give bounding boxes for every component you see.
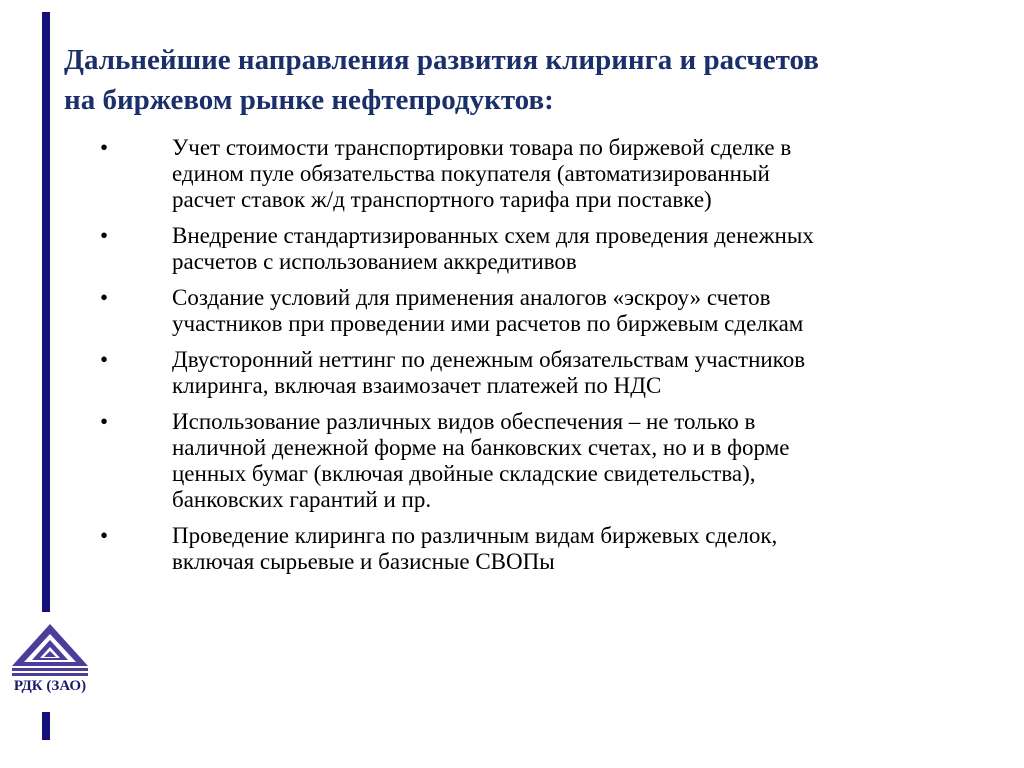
bullet-text-line: включая сырьевые и базисные СВОПы: [172, 549, 555, 574]
bullet-item: [100, 285, 1000, 337]
bullet-marker: •: [100, 347, 109, 372]
bullet-text-line: Учет стоимости транспортировки товара по биржевой сделке в: [172, 135, 792, 160]
bullet-item: [100, 347, 1000, 399]
bullet-text-line: расчетов с использованием аккредитивов: [172, 249, 577, 274]
bullet-marker: •: [100, 523, 109, 548]
bullet-marker: •: [100, 223, 109, 248]
bullet-marker: •: [100, 285, 109, 310]
rdk-triangle-logo-icon: [8, 620, 92, 680]
left-accent-bar-bottom: [42, 712, 50, 740]
bullet-text-line: Двусторонний неттинг по денежным обязательствам участников: [172, 347, 806, 372]
bullet-text-line: банковских гарантий и пр.: [172, 487, 432, 512]
bullet-text-line: наличной денежной форме на банковских счетах, но и в форме: [172, 435, 790, 460]
slide-title-line-1: Дальнейшие направления развития клиринга и расчетов: [64, 44, 819, 76]
bullet-text-line: Использование различных видов обеспечения – не только в: [172, 409, 756, 434]
bullet-text-line: ценных бумаг (включая двойные складские свидетельства),: [172, 461, 756, 486]
left-accent-bar-top: [42, 12, 50, 612]
bullet-text-line: Создание условий для применения аналогов «эскроу» счетов: [172, 285, 771, 310]
bullet-item: [100, 523, 1000, 575]
bullet-marker: •: [100, 409, 109, 434]
bullet-item: [100, 223, 1000, 275]
bullet-item: [100, 135, 1000, 213]
bullet-text-line: Внедрение стандартизированных схем для проведения денежных: [172, 223, 814, 248]
slide-title: [64, 40, 994, 120]
bullet-text-line: клиринга, включая взаимозачет платежей по НДС: [172, 373, 662, 398]
bullet-list: [100, 135, 1000, 585]
slide-title-line-2: на биржевом рынке нефтепродуктов:: [64, 84, 554, 116]
bullet-marker: •: [100, 135, 109, 160]
bullet-text-line: Проведение клиринга по различным видам биржевых сделок,: [172, 523, 778, 548]
logo-text: РДК (ЗАО): [13, 678, 87, 694]
bullet-text-line: участников при проведении ими расчетов по биржевым сделкам: [172, 311, 804, 336]
bullet-item: [100, 409, 1000, 513]
bullet-text-line: расчет ставок ж/д транспортного тарифа при поставке): [172, 187, 712, 212]
bullet-text-line: едином пуле обязательства покупателя (автоматизированный: [172, 161, 770, 186]
